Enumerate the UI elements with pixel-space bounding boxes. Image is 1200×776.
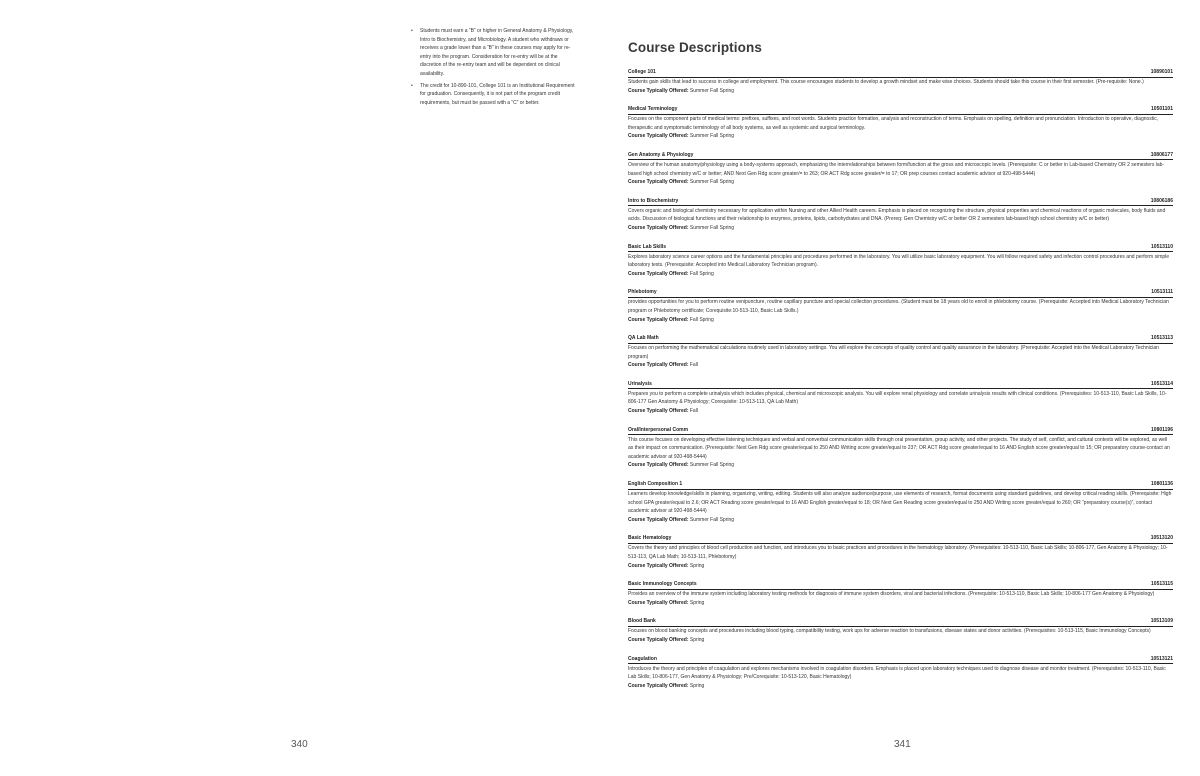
course-header bbox=[628, 481, 1173, 490]
offered-label: Course Typically Offered: bbox=[628, 362, 689, 369]
course-entry bbox=[628, 152, 1173, 187]
course-entry bbox=[628, 69, 1173, 95]
offered-terms: Spring bbox=[689, 562, 705, 569]
program-note: • Students must earn a “B” or higher in General Anatomy & Physiology, Intro to Biochemistry, and Microbiology. A student who withdraws or receives a grade lower than a “B” in these courses may apply for re-entry into the program. Consideration for re-entry will be at the discretion of the re-entry team and will be dependent on clinical availability. bbox=[411, 27, 579, 79]
course-title: Coagulation bbox=[628, 655, 657, 662]
course-entry bbox=[628, 381, 1173, 416]
course-offered-line bbox=[628, 361, 1173, 370]
course-entry bbox=[628, 618, 1173, 644]
offered-label: Course Typically Offered: bbox=[628, 133, 689, 140]
course-header bbox=[628, 381, 1173, 390]
course-header bbox=[628, 152, 1173, 161]
offered-terms: Fall Spring bbox=[689, 270, 714, 277]
course-description: Focuses on blood banking concepts and procedures including blood typing, compatibility testing, work ups for adverse reaction to transfusions, disease states and donor activities. (Prerequisites: 10-513-115, Basic Immunology Concepts) bbox=[628, 628, 1151, 635]
offered-label: Course Typically Offered: bbox=[628, 636, 689, 643]
offered-terms: Summer Fall Spring bbox=[689, 133, 735, 140]
course-title: Basic Lab Skills bbox=[628, 243, 667, 250]
course-title: College 101 bbox=[628, 69, 656, 75]
course-code: 10513109 bbox=[1150, 618, 1173, 625]
course-offered-line bbox=[628, 682, 1173, 691]
course-list bbox=[628, 69, 1173, 701]
course-header bbox=[628, 581, 1173, 590]
offered-label: Course Typically Offered: bbox=[628, 682, 689, 689]
course-description: Students gain skills that lead to success in college and employment. This course encourages students to develop a growth mindset and make wise choices. Students should take this course in their first semester. (Pre-requisite: None.) bbox=[628, 79, 1144, 85]
course-code: 10513114 bbox=[1151, 380, 1173, 387]
offered-label: Course Typically Offered: bbox=[628, 179, 689, 186]
offered-label: Course Typically Offered: bbox=[628, 87, 689, 94]
course-description: Introduces the theory and principles of coagulation and explores mechanisms involved in coagulation disorders. Emphasis is placed upon laboratory techniques used to diagnose disease and monitor treatment. (Prerequisites: 10-513-110, Basic Lab Skills; 10-806-177, Gen Anatomy & Physiology; Pre/Corequisite: 10-513-120, Basic Hematology) bbox=[628, 665, 1166, 681]
offered-label: Course Typically Offered: bbox=[628, 462, 689, 469]
offered-terms: Fall bbox=[689, 362, 698, 369]
course-header bbox=[628, 106, 1173, 115]
offered-label: Course Typically Offered: bbox=[628, 408, 689, 415]
course-description: Focuses on performing the mathematical calculations routinely used in laboratory settings. You will explore the concepts of quality control and quality assurance in the laboratory. (Prerequisite: Accepted into the Medical Laboratory Technician program) bbox=[628, 345, 1159, 360]
course-title: Urinalysis bbox=[628, 380, 652, 387]
course-offered-line bbox=[628, 407, 1173, 416]
course-code: 10501101 bbox=[1151, 106, 1173, 113]
program-notes-list bbox=[411, 27, 579, 110]
course-offered-line bbox=[628, 316, 1173, 325]
course-title: Basic Immunology Concepts bbox=[628, 581, 697, 588]
offered-terms: Summer Fall Spring bbox=[689, 462, 735, 469]
course-description: Explores laboratory science career options and the fundamental principles and procedures performed in the laboratory. You will utilize basic laboratory equipment. You will follow required safety and infection control procedures and perform simple laboratory tests. (Prerequisite: Accepted into Medical Laboratory Technician program). bbox=[628, 253, 1170, 269]
course-code: 10513120 bbox=[1150, 535, 1173, 542]
course-code: 10513113 bbox=[1151, 335, 1173, 342]
course-offered-line bbox=[628, 87, 1173, 96]
offered-label: Course Typically Offered: bbox=[628, 562, 689, 569]
course-title: Medical Terminology bbox=[628, 106, 678, 113]
course-entry bbox=[628, 427, 1173, 470]
course-description: Learners develop knowledge/skills in planning, organizing, writing, editing. Students will also analyze audience/purpose, use elements of research, format documents using standard guidelines, and develop critical reading skills. (Prerequisite: High school GPA greater/equal to 2.6; OR ACT Reading score greater/equal to 16 AND English greater/equal to 18; OR Next Gen Reading score greater/equal to 250 AND Writing score greater/equal to 260; OR “preparatory course(s)”, contact academic advisor at 920-498-5444) bbox=[628, 491, 1172, 515]
course-offered-line bbox=[628, 599, 1173, 608]
page-number-left: 340 bbox=[291, 739, 308, 750]
right-page bbox=[600, 0, 1200, 776]
offered-terms: Summer Fall Spring bbox=[689, 516, 735, 523]
course-entry bbox=[628, 198, 1173, 233]
course-entry bbox=[628, 335, 1173, 370]
offered-terms: Spring bbox=[689, 599, 705, 606]
course-description: This course focuses on developing effective listening techniques and verbal and nonverbal communication skills through oral presentation, group activity, and other projects. The study of self, conflict, and cultural contexts will be explored, as well as their impact on communication. (Prerequisite: Next Gen Rdg score greater/equal to 250 AND Writing score greater/equal to 237; OR ACT Rdg score greater/equal to 16 AND English score greater/equal to 15; OR preparatory course-contact an academic advisor at 920-498-5444) bbox=[628, 436, 1170, 460]
offered-terms: Fall bbox=[689, 408, 698, 415]
course-entry bbox=[628, 106, 1173, 141]
offered-terms: Fall Spring bbox=[689, 316, 714, 323]
program-note: • The credit for 10-890-101, College 101 is an Institutional Requirement for graduation. Consequently, it is not part of the program credit requirements, but must be passed with a “C” or better. bbox=[411, 82, 579, 108]
course-description: provides opportunities for you to perform routine venipuncture, routine capillary puncture and special collection procedures. (Student must be 18 years old to enroll in phlebotomy course. (Prerequisite: Accepted into Medical Laboratory Technician program or Phlebotomy certificate; Corequisite:10-513-110, Basic Lab Skills.) bbox=[628, 299, 1169, 314]
course-title: Intro to Biochemistry bbox=[628, 197, 679, 204]
offered-label: Course Typically Offered: bbox=[628, 599, 689, 606]
course-title: English Composition 1 bbox=[628, 481, 683, 488]
offered-terms: Summer Fall Spring bbox=[689, 179, 735, 186]
page-title: Course Descriptions bbox=[628, 40, 762, 55]
course-code: 10513115 bbox=[1151, 581, 1173, 588]
offered-terms: Spring bbox=[689, 682, 705, 689]
course-entry bbox=[628, 244, 1173, 279]
course-description: Overview of the human anatomy/physiology using a body-systems approach, emphasizing the interrelationships between form/function at the gross and microscopic levels. (Prerequisite: C or better in Lab-based Chemistry OR 2 semesters lab-based high school chemistry w/C or better; AND Next Gen Rdg score greater/= to 263; OR ACT Rdg score greater/= to 17; OR prep courses contact academic advisor at 920-498-5444) bbox=[628, 161, 1165, 177]
course-code: 10513121 bbox=[1150, 655, 1173, 662]
course-description: Covers the theory and principles of blood cell production and function, and introduces you to basic practices and procedures in the hematology laboratory. (Prerequisites: 10-513-110, Basic Lab Skills; 10-806-177, Gen Anatomy & Physiology; 10-513-113, QA Lab Math; 10-513-111, Phlebotomy) bbox=[628, 545, 1168, 560]
offered-terms: Summer Fall Spring bbox=[689, 224, 735, 231]
course-code: 10801196 bbox=[1151, 426, 1173, 433]
course-entry bbox=[628, 481, 1173, 524]
course-header bbox=[628, 618, 1173, 627]
course-offered-line bbox=[628, 516, 1173, 525]
course-header bbox=[628, 289, 1173, 298]
course-entry bbox=[628, 581, 1173, 607]
offered-label: Course Typically Offered: bbox=[628, 224, 689, 231]
course-title: Blood Bank bbox=[628, 618, 656, 625]
course-title: Phlebotomy bbox=[628, 289, 657, 296]
offered-label: Course Typically Offered: bbox=[628, 316, 689, 323]
course-offered-line bbox=[628, 224, 1173, 233]
course-title: Gen Anatomy & Physiology bbox=[628, 151, 694, 158]
course-description: Focuses on the component parts of medical terms: prefixes, suffixes, and root words. Students practice formation, analysis and reconstruction of terms. Emphasis on spelling, definition and pronunciation. Introduction to operative, diagnostic, therapeutic and symptomatic terminology of all body systems, as well as systemic and surgical terminology. bbox=[628, 116, 1159, 131]
course-entry bbox=[628, 535, 1173, 570]
course-entry bbox=[628, 289, 1173, 324]
course-code: 10513111 bbox=[1151, 289, 1173, 296]
course-header bbox=[628, 335, 1173, 344]
course-offered-line bbox=[628, 636, 1173, 645]
page-number-right: 341 bbox=[894, 739, 911, 750]
course-title: QA Lab Math bbox=[628, 335, 659, 342]
course-header bbox=[628, 69, 1173, 78]
course-code: 10890101 bbox=[1150, 69, 1173, 75]
course-offered-line bbox=[628, 178, 1173, 187]
course-title: Basic Hematology bbox=[628, 535, 672, 542]
course-header bbox=[628, 244, 1173, 253]
course-header bbox=[628, 427, 1173, 436]
course-description: Provides an overview of the immune system including laboratory testing methods for diagnosis of immune system disorders, viral and bacterial infections. (Prerequisite: 10-513-110, Basic Lab Skills; 10-806-177 Gen Anatomy & Physiology) bbox=[628, 591, 1155, 598]
course-offered-line bbox=[628, 562, 1173, 571]
course-code: 10513110 bbox=[1151, 243, 1173, 250]
course-code: 10801136 bbox=[1151, 481, 1173, 488]
course-description: Prepares you to perform a complete urinalysis which includes physical, chemical and microscopic analysis. You will explore renal physiology and correlate urinalysis results with clinical conditions. (Prerequisites: 10-513-110, Basic Lab Skills, 10-806-177 Gen Anatomy & Physiology; Corequisite: 10-513-113, QA Lab Math) bbox=[628, 390, 1167, 406]
course-entry bbox=[628, 656, 1173, 691]
offered-label: Course Typically Offered: bbox=[628, 270, 689, 277]
course-header bbox=[628, 535, 1173, 544]
course-header bbox=[628, 198, 1173, 207]
course-offered-line bbox=[628, 132, 1173, 141]
course-title: Oral/Interpersonal Comm bbox=[628, 426, 689, 433]
offered-terms: Summer Fall Spring bbox=[689, 87, 735, 94]
offered-terms: Spring bbox=[689, 636, 705, 643]
offered-label: Course Typically Offered: bbox=[628, 516, 689, 523]
course-offered-line bbox=[628, 461, 1173, 470]
course-code: 10806186 bbox=[1150, 197, 1173, 204]
course-description: Covers organic and biological chemistry necessary for application within Nursing and other Allied Health careers. Emphasis is placed on recognizing the structure, physical properties and chemical reactions of organic molecules, body fluids and acids. Discussion of biological functions and their relationship to enzymes, proteins, lipids, carbohydrates and DNA. (Prereq: Gen Chemistry w/C or better OR 2 semesters lab-based high school chemistry w/C or better) bbox=[628, 207, 1166, 223]
course-header bbox=[628, 656, 1173, 665]
course-code: 10806177 bbox=[1150, 151, 1173, 158]
course-offered-line bbox=[628, 270, 1173, 279]
